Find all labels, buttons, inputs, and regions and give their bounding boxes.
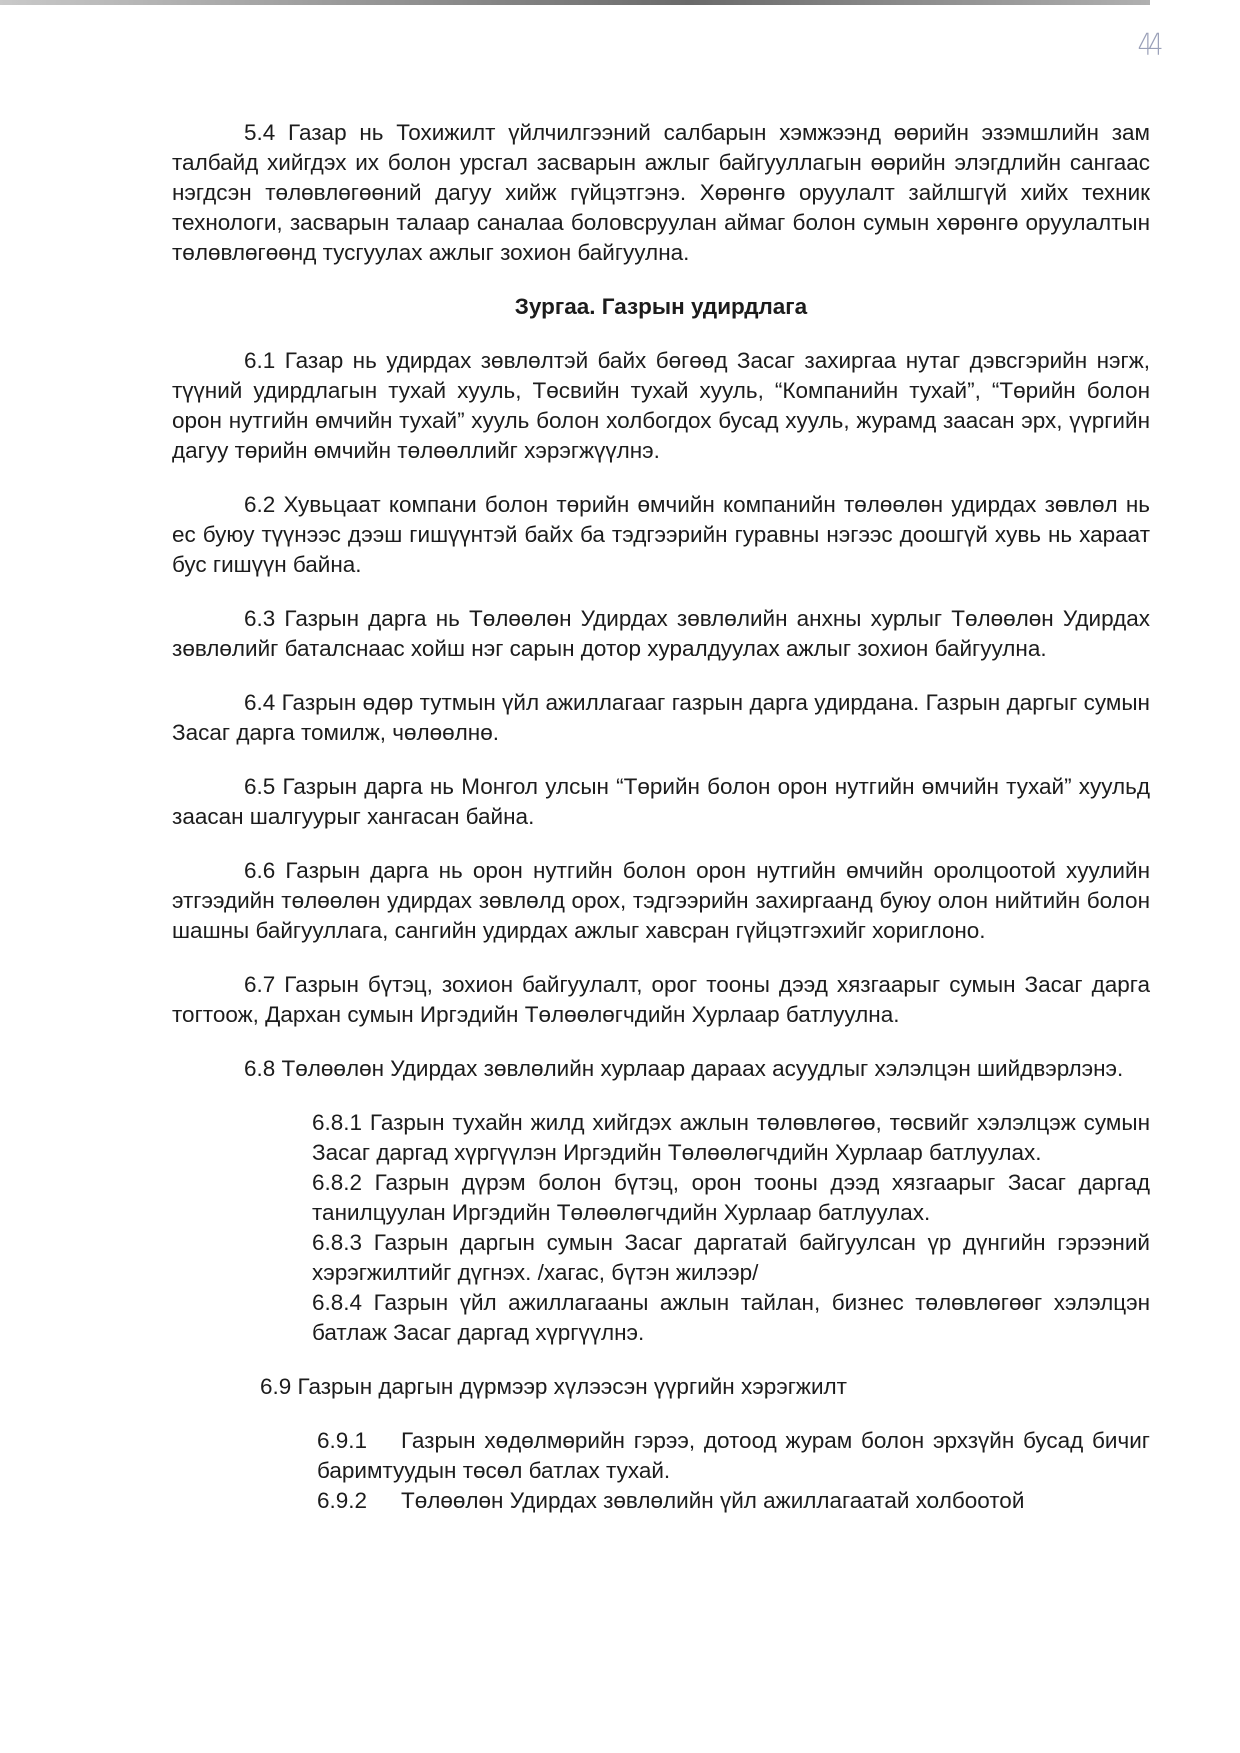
subitem-text: Төлөөлөн Удирдах зөвлөлийн үйл ажиллагаатай холбоотой <box>401 1488 1025 1513</box>
subitem-6-9-2 <box>317 1486 1150 1516</box>
paragraph-6-4: 6.4 Газрын өдөр тутмын үйл ажиллагааг газрын дарга удирдана. Газрын даргыг сумын Засаг дарга томилж, чөлөөлнө. <box>172 690 1150 745</box>
subitem-number: 6.9.2 <box>317 1488 368 1513</box>
paragraph-6-6: 6.6 Газрын дарга нь орон нутгийн болон орон нутгийн өмчийн оролцоотой хуулийн этгээдийн төлөөлөн удирдах зөвлөлд орох, тэдгээрийн захиргаанд буюу олон нийтийн болон шашны байгууллага, сангийн удирдах ажлыг хавсран гүйцэтгэхийг хориглоно. <box>172 858 1150 943</box>
subitem-6-8-3: 6.8.3 Газрын даргын сумын Засаг даргатай байгуулсан үр дүнгийн гэрээний хэрэгжилтийг дүгнэх. /хагас, бүтэн жилээр/ <box>312 1230 1150 1285</box>
paragraph-6-3: 6.3 Газрын дарга нь Төлөөлөн Удирдах зөвлөлийн анхны хурлыг Төлөөлөн Удирдах зөвлөлийг баталснаас хойш нэг сарын дотор хуралдуулах ажлыг зохион байгуулна. <box>172 606 1150 661</box>
subitem-number: 6.9.1 <box>317 1428 368 1453</box>
subitems-6-9 <box>172 1426 1150 1516</box>
paragraph-6-2: 6.2 Хувьцаат компани болон төрийн өмчийн компанийн төлөөлөн удирдах зөвлөл нь ес буюу түүнээс дээш гишүүнтэй байх ба тэдгээрийн гуравны нэгээс доошгүй хувь нь хараат бус гишүүн байна. <box>172 492 1150 577</box>
subitem-6-8-4: 6.8.4 Газрын үйл ажиллагааны ажлын тайлан, бизнес төлөвлөгөөг хэлэлцэн батлаж Засаг даргад хүргүүлнэ. <box>312 1290 1150 1345</box>
paragraph-5-4: 5.4 Газар нь Тохижилт үйлчилгээний салбарын хэмжээнд өөрийн эзэмшлийн зам талбайд хийгдэх их болон урсгал засварын ажлыг байгууллагын өөрийн элэгдлийн сангаас нэгдсэн төлөвлөгөөний дагуу хийж гүйцэтгэнэ. Хөрөнгө оруулалт зайлшгүй хийх техник технологи, засварын талаар саналаа боловсруулан аймаг болон сумын хөрөнгө оруулалтын төлөвлөгөөнд тусгуулах ажлыг зохион байгуулна. <box>172 120 1150 265</box>
paragraph-6-1: 6.1 Газар нь удирдах зөвлөлтэй байх бөгөөд Засаг захиргаа нутаг дэвсгэрийн нэгж, түүний удирдлагын тухай хууль, Төсвийн тухай хууль, “Компанийн тухай”, “Төрийн болон орон нутгийн өмчийн тухай” хууль болон холбогдох бусад хууль, журамд заасан эрх, үүргийн дагуу төрийн өмчийн төлөөллийг хэрэгжүүлнэ. <box>172 348 1150 463</box>
handwritten-page-number: 44 <box>1137 28 1159 63</box>
paragraph-6-5: 6.5 Газрын дарга нь Монгол улсын “Төрийн болон орон нутгийн өмчийн тухай” хуульд заасан шалгуурыг хангасан байна. <box>172 774 1150 829</box>
subitem-6-9-1 <box>317 1426 1150 1486</box>
subitem-text: Газрын хөдөлмөрийн гэрээ, дотоод журам болон эрхзүйн бусад бичиг баримтуудын төсөл батлах тухай. <box>317 1428 1150 1483</box>
document-body <box>172 118 1150 1516</box>
paragraph-6-8: 6.8 Төлөөлөн Удирдах зөвлөлийн хурлаар дараах асуудлыг хэлэлцэн шийдвэрлэнэ. <box>244 1056 1124 1081</box>
subitems-6-8 <box>172 1108 1150 1348</box>
scan-edge-line <box>0 0 1150 5</box>
subitem-6-8-2: 6.8.2 Газрын дүрэм болон бүтэц, орон тооны дээд хязгаарыг Засаг даргад танилцуулан Иргэдийн Төлөөлөгчдийн Хурлаар батлуулах. <box>312 1170 1150 1225</box>
section-heading: Зургаа. Газрын удирдлага <box>514 294 808 319</box>
paragraph-6-9: 6.9 Газрын даргын дүрмээр хүлээсэн үүргийн хэрэгжилт <box>260 1374 847 1399</box>
paragraph-6-7: 6.7 Газрын бүтэц, зохион байгуулалт, орог тооны дээд хязгаарыг сумын Засаг дарга тогтоож, Дархан сумын Иргэдийн Төлөөлөгчдийн Хурлаар батлуулна. <box>172 972 1150 1027</box>
subitem-6-8-1: 6.8.1 Газрын тухайн жилд хийгдэх ажлын төлөвлөгөө, төсвийг хэлэлцэж сумын Засаг даргад хүргүүлэн Иргэдийн Төлөөлөгчдийн Хурлаар батлуулах. <box>312 1110 1150 1165</box>
